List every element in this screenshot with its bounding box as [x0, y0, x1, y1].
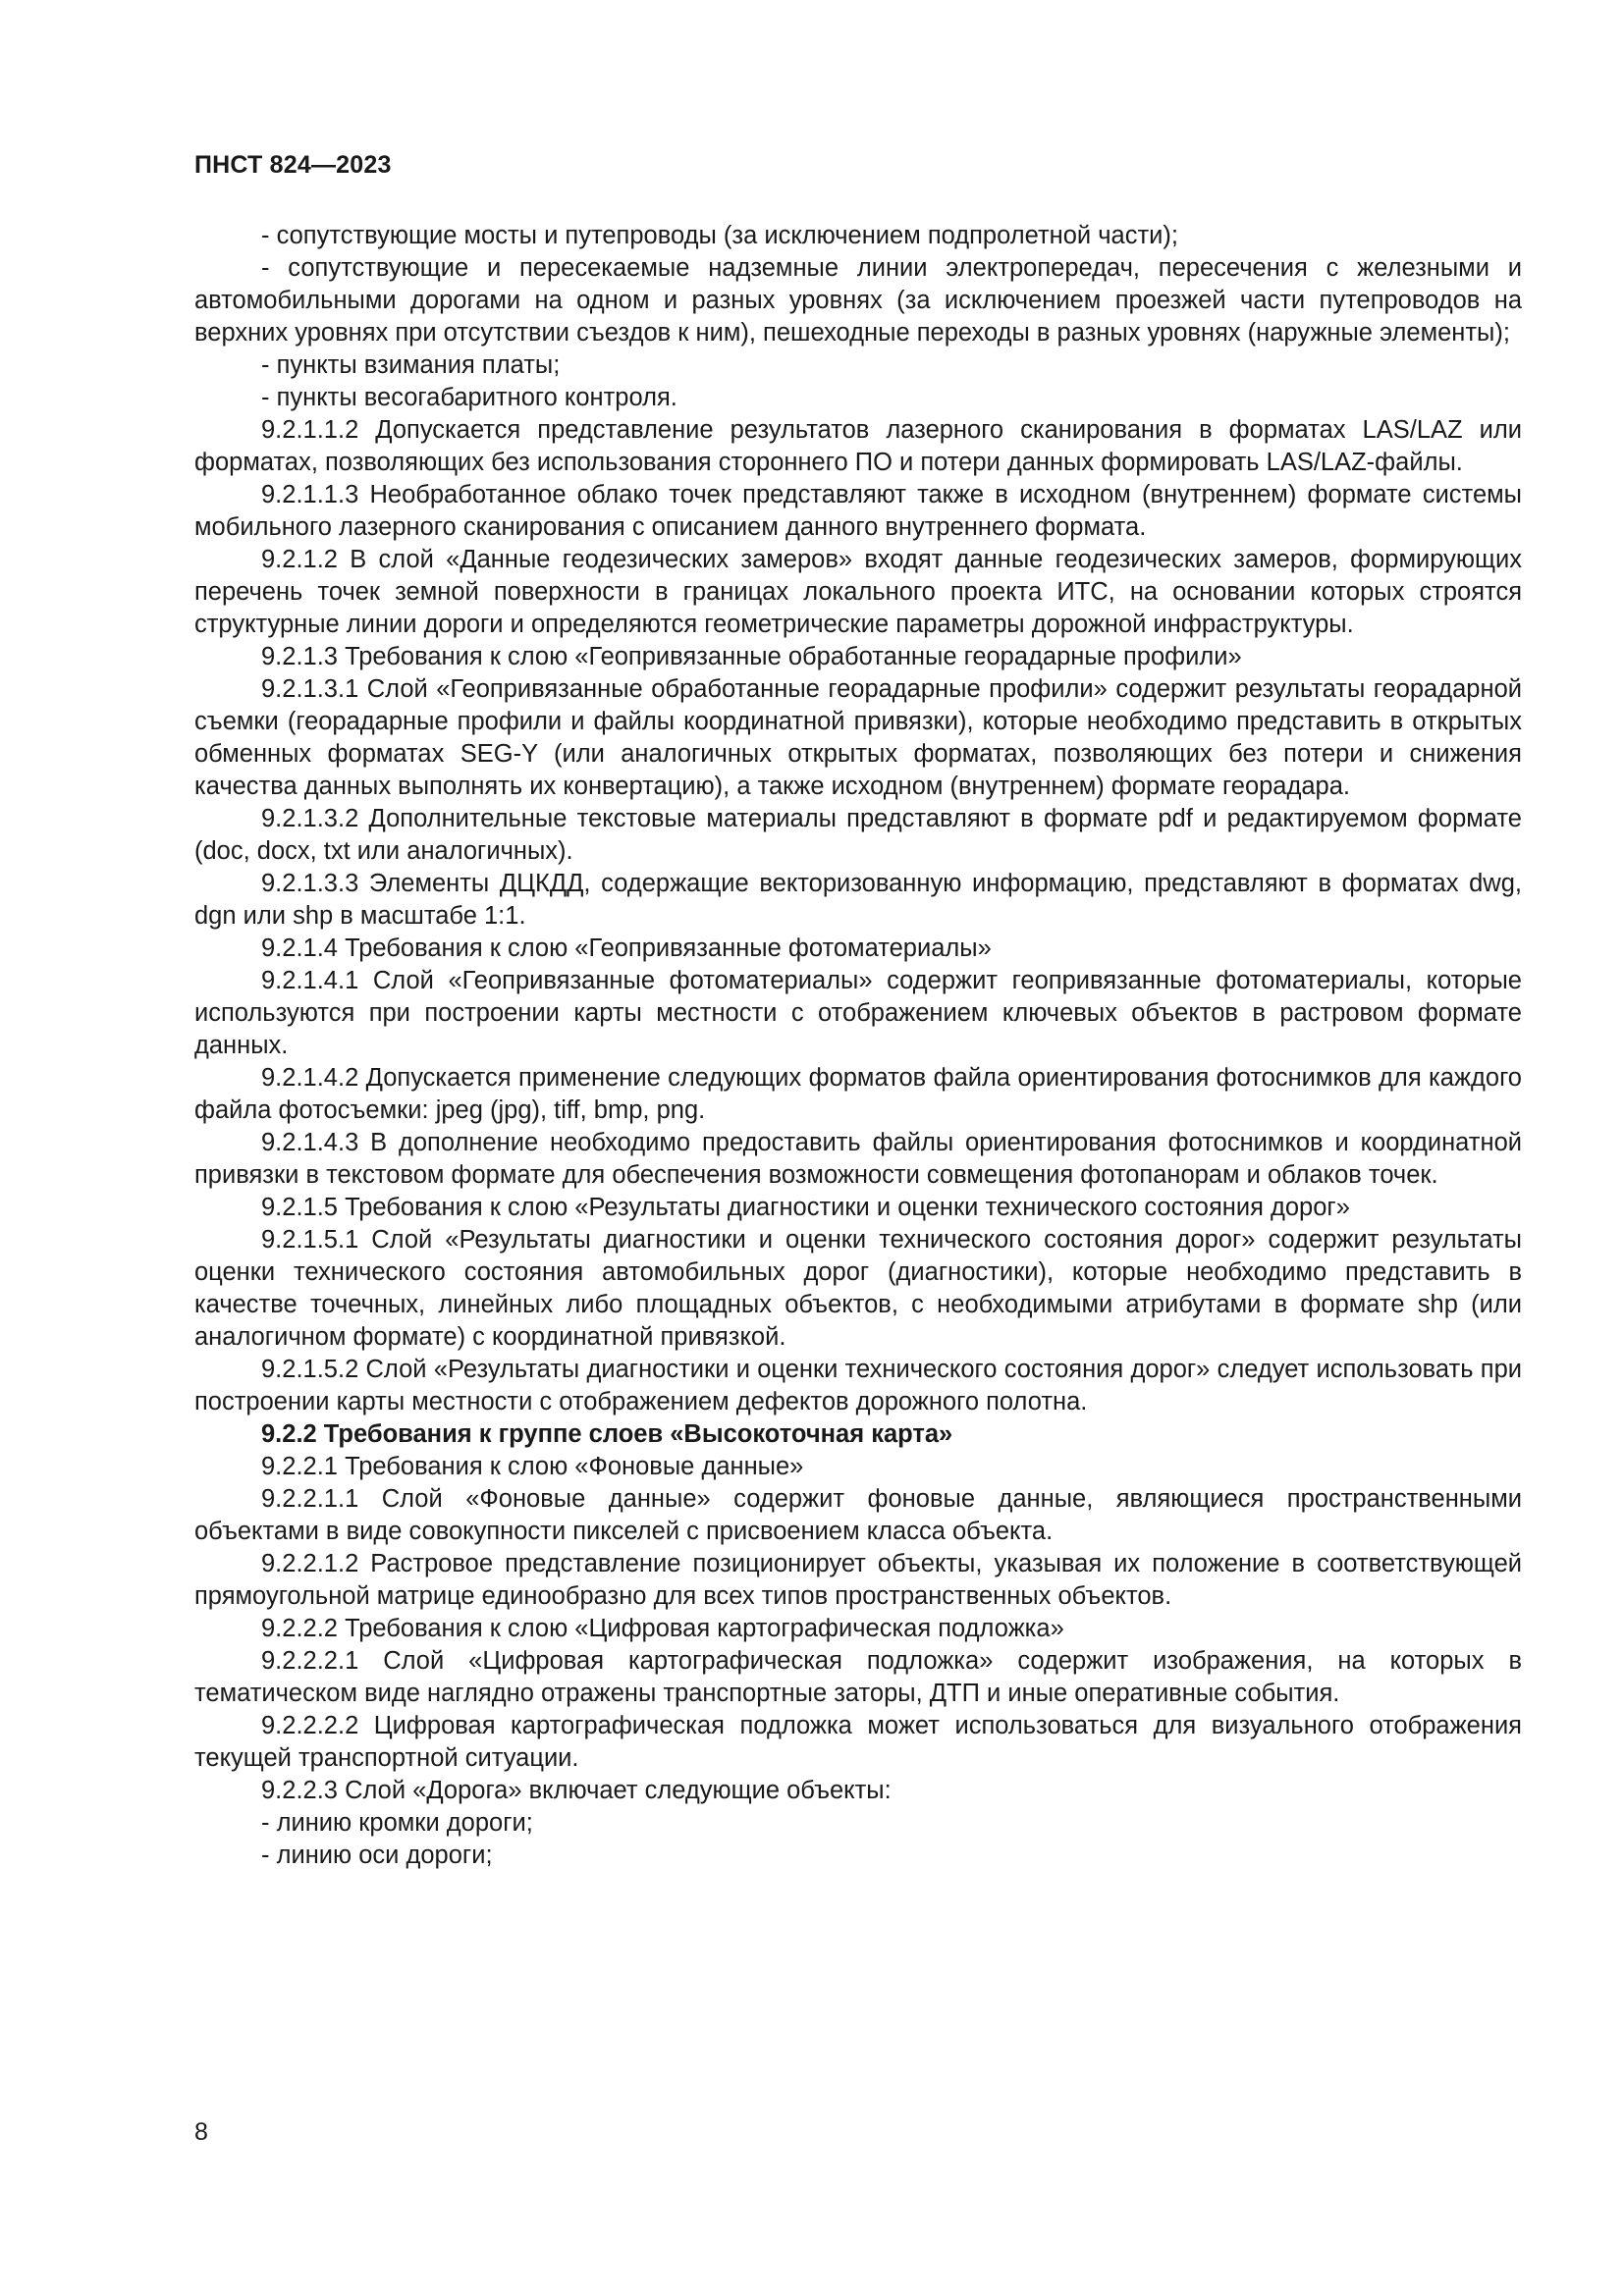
document-body — [194, 220, 1522, 1872]
paragraph: - линию кромки дороги; — [261, 1809, 533, 1837]
paragraph: 9.2.1.3.1 Слой «Геопривязанные обработанные георадарные профили» содержит результаты георадарной съемки (георадарные профили и файлы координатной привязки), которые необходимо представить в открытых обменных форматах SEG-Y (или аналогичных открытых форматах, позволяющих без потери и снижения качества данных выполнять их конвертацию), а также исходном (внутреннем) формате георадара. — [194, 675, 1522, 800]
paragraph: - пункты весогабаритного контроля. — [261, 384, 677, 411]
paragraph: 9.2.2.1.2 Растровое представление позиционирует объекты, указывая их положение в соответствующей прямоугольной матрице единообразно для всех типов пространственных объектов. — [194, 1550, 1522, 1610]
paragraph: 9.2.1.4 Требования к слою «Геопривязанные фотоматериалы» — [261, 934, 992, 962]
paragraph: 9.2.1.5 Требования к слою «Результаты диагностики и оценки технического состояния дорог» — [261, 1194, 1350, 1221]
document-header: ПНСТ 824—2023 — [194, 151, 392, 179]
paragraph: 9.2.1.1.3 Необработанное облако точек представляют также в исходном (внутреннем) формате системы мобильного лазерного сканирования с описанием данного внутреннего формата. — [194, 481, 1522, 541]
paragraph: - сопутствующие и пересекаемые надземные линии электропередач, пересечения с железными и автомобильными дорогами на одном и разных уровнях (за исключением проезжей части путепроводов на верхних уровнях при отсутствии съездов к ним), пешеходные переходы в разных уровнях (наружные элементы); — [194, 254, 1522, 347]
paragraph: 9.2.2.2 Требования к слою «Цифровая картографическая подложка» — [261, 1615, 1064, 1642]
paragraph: 9.2.1.5.2 Слой «Результаты диагностики и оценки технического состояния дорог» следует использовать при построении карты местности с отображением дефектов дорожного полотна. — [194, 1356, 1522, 1415]
paragraph: - линию оси дороги; — [261, 1842, 493, 1869]
paragraph: 9.2.1.4.3 В дополнение необходимо предоставить файлы ориентирования фотоснимков и координатной привязки в текстовом формате для обеспечения возможности совмещения фотопанорам и облаков точек. — [194, 1129, 1522, 1189]
section-heading: 9.2.2 Требования к группе слоев «Высокоточная карта» — [261, 1420, 953, 1448]
page-number: 8 — [194, 2118, 208, 2146]
paragraph: 9.2.1.3 Требования к слою «Геопривязанные обработанные георадарные профили» — [261, 643, 1242, 670]
paragraph: 9.2.1.1.2 Допускается представление результатов лазерного сканирования в форматах LAS/LAZ или форматах, позволяющих без использования стороннего ПО и потери данных формировать LAS/LAZ-файлы. — [194, 416, 1522, 476]
paragraph: 9.2.1.2 В слой «Данные геодезических замеров» входят данные геодезических замеров, формирующих перечень точек земной поверхности в границах локального проекта ИТС, на основании которых строятся структурные линии дороги и определяются геометрические параметры дорожной инфраструктуры. — [194, 546, 1522, 638]
paragraph: 9.2.2.2.2 Цифровая картографическая подложка может использоваться для визуального отображения текущей транспортной ситуации. — [194, 1712, 1522, 1772]
paragraph: 9.2.1.4.2 Допускается применение следующих форматов файла ориентирования фотоснимков для каждого файла фотосъемки: jpeg (jpg), tiff, bmp, png. — [194, 1064, 1522, 1124]
paragraph: 9.2.2.1 Требования к слою «Фоновые данные» — [261, 1453, 804, 1480]
paragraph: 9.2.2.1.1 Слой «Фоновые данные» содержит фоновые данные, являющиеся пространственными объектами в виде совокупности пикселей с присвоением класса объекта. — [194, 1485, 1522, 1545]
paragraph: 9.2.1.3.2 Дополнительные текстовые материалы представляют в формате pdf и редактируемом формате (doc, docx, txt или аналогичных). — [194, 805, 1522, 865]
paragraph: - пункты взимания платы; — [261, 351, 561, 379]
paragraph: 9.2.2.3 Слой «Дорога» включает следующие объекты: — [261, 1777, 892, 1804]
paragraph: 9.2.1.4.1 Слой «Геопривязанные фотоматериалы» содержит геопривязанные фотоматериалы, которые используются при построении карты местности с отображением ключевых объектов в растровом формате данных. — [194, 967, 1522, 1059]
paragraph: 9.2.1.3.3 Элементы ДЦКДД, содержащие векторизованную информацию, представляют в форматах dwg, dgn или shp в масштабе 1:1. — [194, 870, 1522, 930]
paragraph: 9.2.2.2.1 Слой «Цифровая картографическая подложка» содержит изображения, на которых в тематическом виде наглядно отражены транспортные заторы, ДТП и иные оперативные события. — [194, 1647, 1522, 1707]
paragraph: - сопутствующие мосты и путепроводы (за исключением подпролетной части); — [261, 222, 1178, 249]
paragraph: 9.2.1.5.1 Слой «Результаты диагностики и оценки технического состояния дорог» содержит результаты оценки технического состояния автомобильных дорог (диагностики), которые необходимо представить в качестве точечных, линейных либо площадных объектов, с необходимыми атрибутами в формате shp (или аналогичном формате) с координатной привязкой. — [194, 1226, 1522, 1351]
